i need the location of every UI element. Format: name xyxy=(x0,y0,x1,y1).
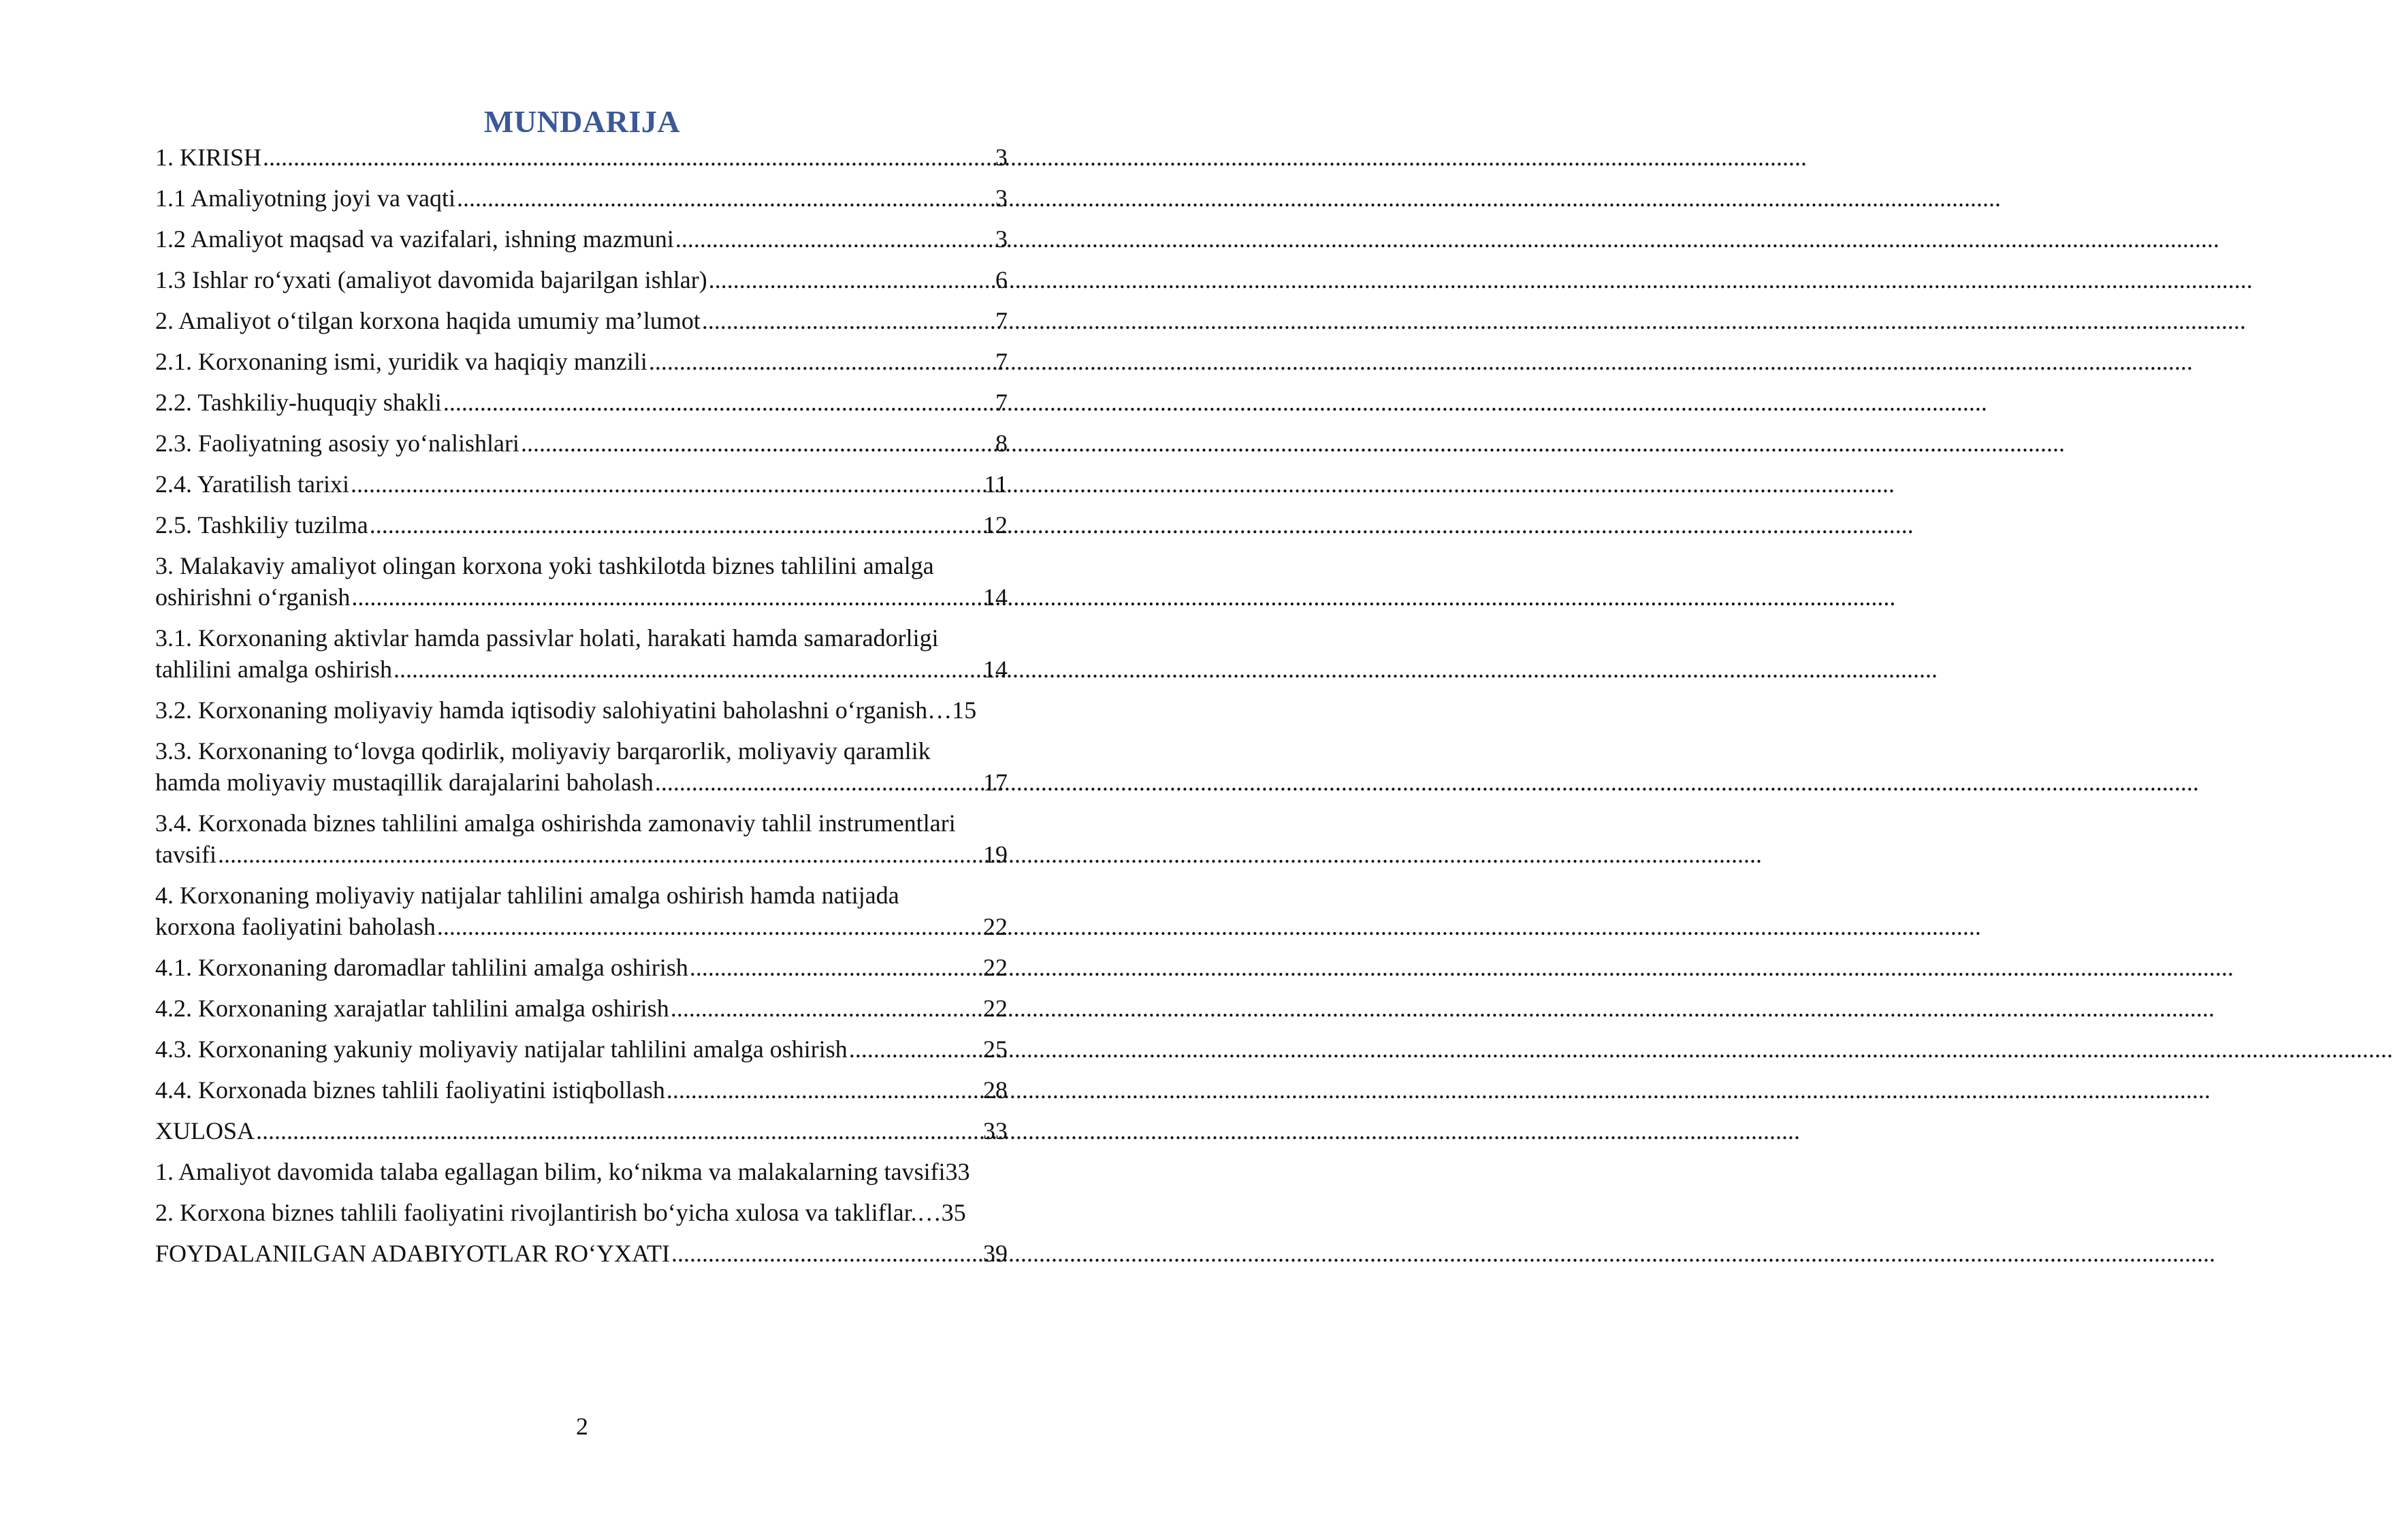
toc-entry xyxy=(155,428,1008,459)
toc-entry-text: 2.1. Korxonaning ismi, yuridik va haqiqiy manzili xyxy=(155,348,647,375)
toc-entry-page: 7 xyxy=(995,307,1008,334)
toc-entry-text: 2.5. Tashkiliy tuzilma xyxy=(155,511,368,539)
toc-entry xyxy=(155,694,1008,726)
toc-leader xyxy=(655,767,982,798)
toc-entry-text: XULOSA xyxy=(155,1117,255,1144)
toc-entry-text-continued: tavsifi xyxy=(155,841,216,868)
toc-entry xyxy=(155,305,1008,336)
toc-entry-text: 3.1. Korxonaning aktivlar hamda passivlar holati, harakati hamda samaradorligi xyxy=(155,624,939,652)
toc-leader xyxy=(394,654,982,685)
toc-entry-text: 2.3. Faoliyatning asosiy yo‘nalishlari xyxy=(155,430,519,457)
toc-entry xyxy=(155,1197,1008,1228)
toc-entry xyxy=(155,509,1008,541)
toc-leader xyxy=(457,182,994,214)
toc-entry-page: 39 xyxy=(983,1240,1008,1267)
toc-leader xyxy=(675,223,994,255)
toc-entry-page: 35 xyxy=(941,1199,966,1226)
toc-entry xyxy=(155,264,1008,295)
toc-entry-text: 3.3. Korxonaning to‘lovga qodirlik, moliyaviy barqarorlik, moliyaviy qaramlik xyxy=(155,737,931,765)
toc-leader xyxy=(709,264,994,295)
toc-leader xyxy=(263,142,994,173)
toc-entry-text: 1.3 Ishlar ro‘yxati (amaliyot davomida bajarilgan ishlar) xyxy=(155,266,707,293)
toc-entry-text-continued: tahlilini amalga oshirish xyxy=(155,656,392,683)
table-of-contents xyxy=(155,142,1008,1279)
toc-entry-page: 33 xyxy=(945,1158,970,1185)
toc-entry-text: 1.2 Amaliyot maqsad va vazifalari, ishning mazmuni xyxy=(155,225,674,253)
toc-entry xyxy=(155,468,1008,500)
toc-entry-text: FOYDALANILGAN ADABIYOTLAR RO‘YXATI xyxy=(155,1240,670,1267)
toc-entry-page: 33 xyxy=(983,1117,1008,1144)
toc-leader xyxy=(702,305,994,336)
toc-entry-page: 3 xyxy=(995,144,1008,171)
toc-entry-text: 4.2. Korxonaning xarajatlar tahlilini amalga oshirish xyxy=(155,995,669,1022)
toc-title: MUNDARIJA xyxy=(483,104,681,139)
toc-entry-text: 4.4. Korxonada biznes tahlili faoliyatini istiqbollash xyxy=(155,1076,665,1104)
toc-entry-text: 2.4. Yaratilish tarixi xyxy=(155,470,349,498)
toc-leader xyxy=(437,911,982,942)
toc-entry xyxy=(155,1115,1008,1146)
toc-leader xyxy=(218,839,982,870)
toc-entry-text: 2.2. Tashkiliy-huquqiy shakli xyxy=(155,389,442,416)
toc-entry xyxy=(155,142,1008,173)
toc-entry xyxy=(155,735,1008,798)
toc-entry xyxy=(155,993,1008,1024)
toc-leader xyxy=(351,581,982,613)
toc-entry xyxy=(155,1033,1008,1065)
toc-entry xyxy=(155,550,1008,613)
toc-entry xyxy=(155,182,1008,214)
toc-entry xyxy=(155,952,1008,983)
toc-entry-page: 7 xyxy=(995,389,1008,416)
toc-entry-text: 2. Amaliyot o‘tilgan korxona haqida umumiy ma’lumot xyxy=(155,307,701,334)
toc-entry-text: 1. KIRISH xyxy=(155,144,262,171)
toc-entry-page: 8 xyxy=(995,430,1008,457)
toc-entry-text: 1. Amaliyot davomida talaba egallagan bilim, ko‘nikma va malakalarning tavsifi xyxy=(155,1158,946,1185)
toc-entry-page: 6 xyxy=(995,266,1008,293)
toc-entry-page: 14 xyxy=(983,656,1008,683)
toc-entry xyxy=(155,807,1008,870)
toc-entry-page: 7 xyxy=(995,348,1008,375)
toc-entry-text-continued: oshirishni o‘rganish xyxy=(155,583,351,611)
document-page xyxy=(0,0,1089,1540)
toc-entry-page: 22 xyxy=(983,954,1008,981)
toc-entry-text: 1.1 Amaliyotning joyi va vaqti xyxy=(155,185,455,212)
toc-leader xyxy=(351,468,982,500)
toc-leader xyxy=(666,1074,982,1106)
toc-leader xyxy=(649,346,994,377)
toc-entry-page: 15 xyxy=(952,696,977,724)
toc-entry-text: 3.2. Korxonaning moliyaviy hamda iqtisodiy salohiyatini baholashni o‘rganish… xyxy=(155,696,952,724)
toc-entry-page: 25 xyxy=(983,1036,1008,1063)
toc-entry-page: 22 xyxy=(983,913,1008,940)
toc-entry-page: 28 xyxy=(983,1076,1008,1104)
toc-entry xyxy=(155,880,1008,942)
toc-entry xyxy=(155,1074,1008,1106)
toc-entry-page: 3 xyxy=(995,225,1008,253)
toc-entry-page: 3 xyxy=(995,185,1008,212)
toc-leader xyxy=(443,387,994,418)
toc-leader xyxy=(370,509,982,541)
toc-entry xyxy=(155,1238,1008,1269)
toc-entry xyxy=(155,1156,1008,1187)
toc-leader xyxy=(671,993,982,1024)
toc-entry-text: 4.3. Korxonaning yakuniy moliyaviy natijalar tahlilini amalga oshirish xyxy=(155,1036,848,1063)
toc-entry-page: 11 xyxy=(984,470,1008,498)
toc-entry-page: 19 xyxy=(983,841,1008,868)
toc-entry xyxy=(155,346,1008,377)
toc-entry-text: 4.1. Korxonaning daromadlar tahlilini amalga oshirish xyxy=(155,954,688,981)
toc-entry-page: 17 xyxy=(983,769,1008,796)
toc-entry-page: 14 xyxy=(983,583,1008,611)
toc-leader xyxy=(521,428,994,459)
toc-entry-text: 4. Korxonaning moliyaviy natijalar tahlilini amalga oshirish hamda natijada xyxy=(155,882,899,909)
toc-entry-text-continued: korxona faoliyatini baholash xyxy=(155,913,436,940)
toc-entry-text: 3.4. Korxonada biznes tahlilini amalga oshirishda zamonaviy tahlil instrumentlari xyxy=(155,809,956,837)
toc-entry xyxy=(155,387,1008,418)
toc-leader xyxy=(256,1115,982,1146)
toc-entry-text: 3. Malakaviy amaliyot olingan korxona yoki tashkilotda biznes tahlilini amalga xyxy=(155,552,934,579)
toc-entry-text: 2. Korxona biznes tahlili faoliyatini rivojlantirish bo‘yicha xulosa va takliflar.… xyxy=(155,1199,942,1226)
toc-entry xyxy=(155,622,1008,685)
toc-entry xyxy=(155,223,1008,255)
toc-leader xyxy=(690,952,982,983)
toc-leader xyxy=(671,1238,982,1269)
page-number: 2 xyxy=(576,1413,588,1440)
toc-leader xyxy=(849,1033,982,1065)
toc-entry-text-continued: hamda moliyaviy mustaqillik darajalarini baholash xyxy=(155,769,654,796)
toc-entry-page: 22 xyxy=(983,995,1008,1022)
toc-entry-page: 12 xyxy=(983,511,1008,539)
